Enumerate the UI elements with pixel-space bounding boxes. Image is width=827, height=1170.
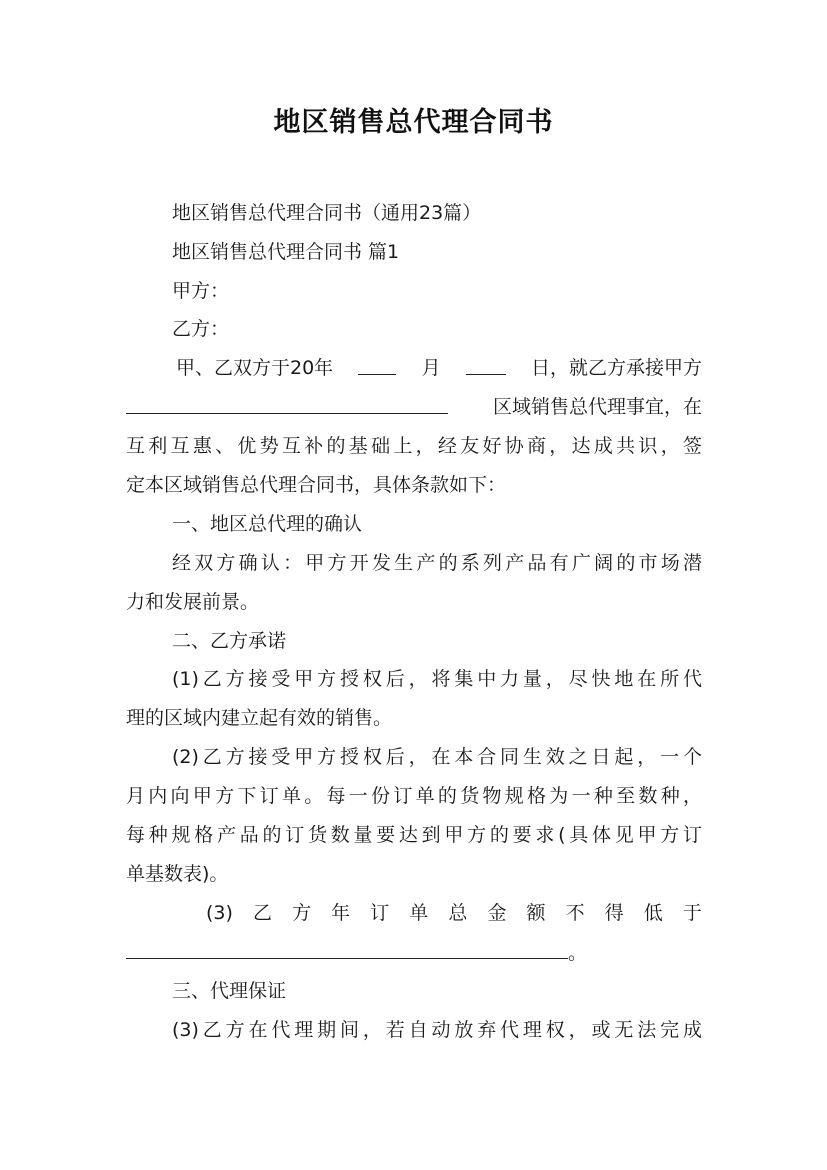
section-heading: 二、乙方承诺 (172, 630, 287, 652)
paragraph-line: 力和发展前景。 (126, 591, 260, 613)
paragraph-line: (3)乙方在代理期间，若自动放弃代理权，或无法完成 (172, 1019, 702, 1041)
paragraph-line: 互利互惠、优势互补的基础上，经友好协商，达成共识，签 (126, 435, 702, 457)
text-fragment: 低 (643, 902, 663, 924)
text-fragment: 于 (682, 902, 702, 924)
paragraph-line (206, 899, 702, 927)
paragraph-line: 每种规格产品的订货数量要达到甲方的要求(具体见甲方订 (126, 824, 702, 846)
paragraph-line (126, 393, 702, 421)
text-fragment: 订 (370, 902, 390, 924)
text-fragment: 总 (448, 902, 468, 924)
section-heading: 三、代理保证 (172, 980, 287, 1002)
text-fragment: 方 (292, 902, 312, 924)
section-heading: 地区销售总代理合同书 篇1 (172, 241, 400, 263)
paragraph-line: 定本区域销售总代理合同书，具体条款如下： (126, 474, 507, 496)
section-heading: 一、地区总代理的确认 (172, 513, 363, 535)
blank-underline (358, 354, 396, 375)
document-title: 地区销售总代理合同书 (273, 107, 554, 138)
paragraph-line (126, 938, 702, 966)
blank-underline (126, 393, 448, 414)
paragraph-line: 理的区域内建立起有效的销售。 (126, 707, 393, 729)
paragraph-line: (1)乙方接受甲方授权后，将集中力量，尽快地在所代 (172, 668, 702, 690)
party-b-label: 乙方： (172, 318, 230, 340)
text-fragment: 得 (604, 902, 624, 924)
paragraph-line: 经双方确认：甲方开发生产的系列产品有广阔的市场潜 (172, 552, 702, 574)
text-fragment: 月 (421, 357, 441, 379)
text-fragment: 额 (526, 902, 546, 924)
text-fragment: 甲、乙双方于20年 (176, 357, 334, 379)
subtitle-line: 地区销售总代理合同书（通用23篇） (172, 202, 482, 224)
paragraph-line: 月内向甲方下订单。每一份订单的货物规格为一种至数种， (126, 785, 702, 807)
text-fragment: 日，就乙方承接甲方 (530, 357, 702, 379)
paragraph-line: 单基数表)。 (126, 863, 229, 885)
text-fragment: 单 (409, 902, 429, 924)
text-fragment: 乙 (252, 902, 272, 924)
text-fragment: 区域销售总代理事宜，在 (492, 396, 702, 418)
text-fragment: 年 (331, 902, 351, 924)
text-fragment: 。 (568, 942, 588, 964)
text-fragment: (3) (206, 902, 233, 924)
paragraph-line (176, 354, 702, 382)
text-fragment: 不 (565, 902, 585, 924)
blank-underline (466, 354, 506, 375)
blank-underline (126, 938, 568, 959)
text-fragment: 金 (487, 902, 507, 924)
party-a-label: 甲方： (172, 280, 230, 302)
paragraph-line: (2)乙方接受甲方授权后，在本合同生效之日起，一个 (172, 746, 702, 768)
